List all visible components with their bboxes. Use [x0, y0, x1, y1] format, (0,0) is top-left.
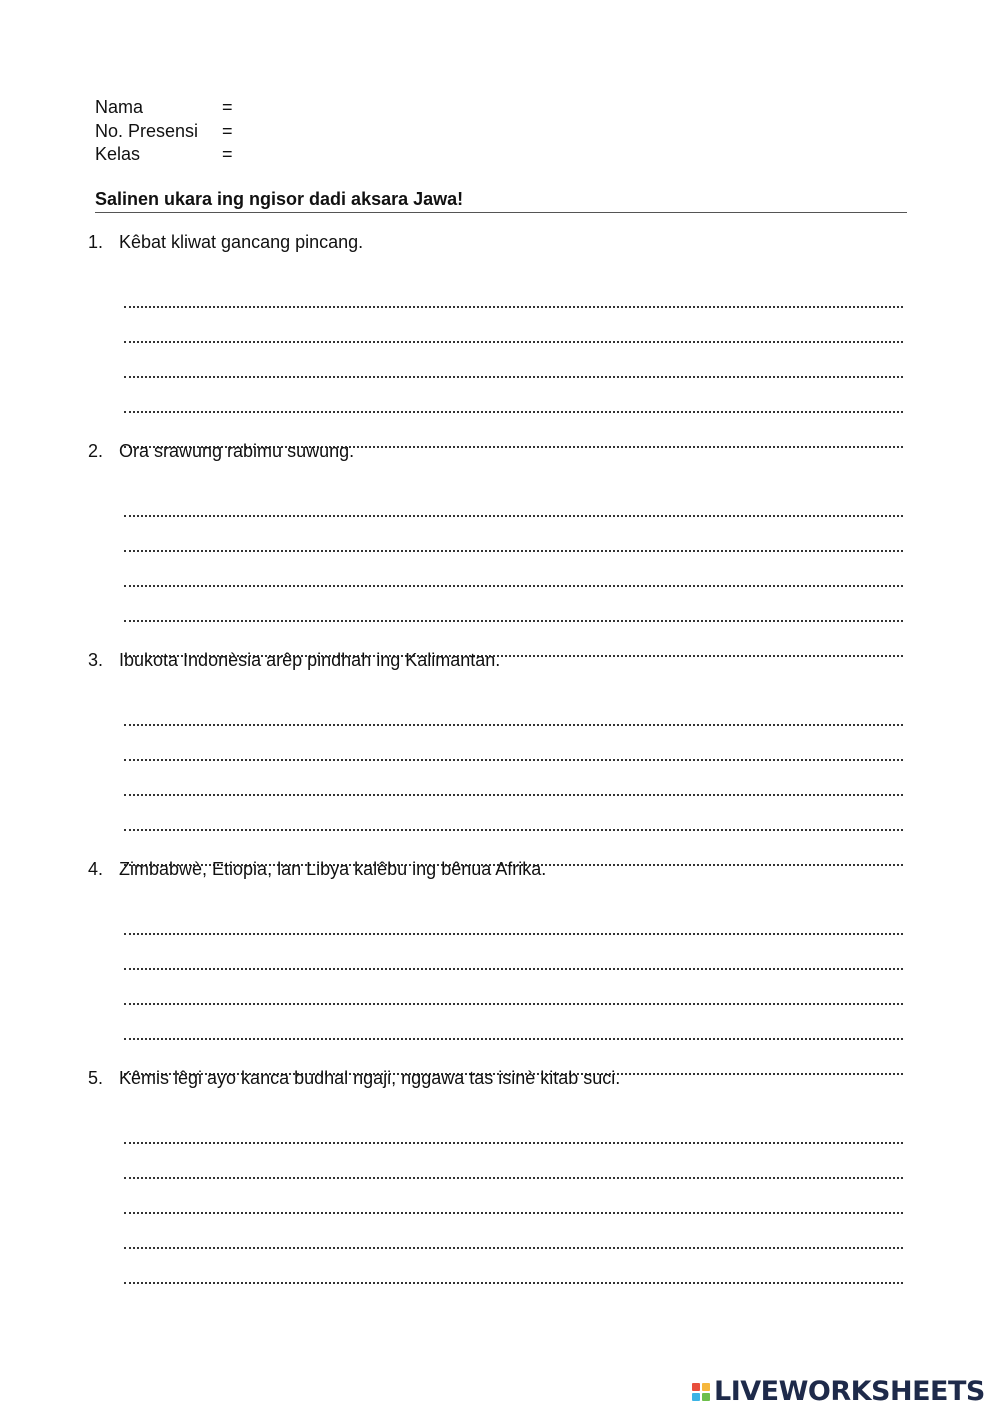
- answer-line[interactable]: [124, 970, 903, 1005]
- answer-line[interactable]: [124, 308, 903, 343]
- liveworksheets-logo-text: LIVEWORKSHEETS: [714, 1376, 985, 1407]
- question-item: [88, 1066, 904, 1275]
- answer-line[interactable]: [124, 378, 903, 413]
- answer-line[interactable]: [124, 1214, 903, 1249]
- answer-line[interactable]: [124, 796, 903, 831]
- attendance-number-label: No. Presensi: [95, 120, 199, 141]
- answer-line[interactable]: [124, 761, 903, 796]
- question-text: Kêbat kliwat gancang pincang.: [119, 232, 364, 252]
- name-field-row: [95, 96, 233, 120]
- question-text: Zimbabwè, Etiopia, lan Libya kalêbu ing bênua Afrika.: [119, 859, 547, 879]
- question-list: [88, 230, 904, 1275]
- question-item: [88, 648, 904, 857]
- answer-line[interactable]: [124, 262, 903, 308]
- question-number: 3.: [88, 650, 104, 670]
- attendance-number-field-row: [95, 120, 233, 144]
- logo-square-red: [692, 1383, 700, 1391]
- class-field-row: [95, 143, 233, 167]
- name-label: Nama: [95, 97, 144, 117]
- answer-area[interactable]: [124, 889, 904, 1075]
- question-text: Ora srawung rabimu suwung.: [119, 441, 355, 461]
- question-number: 5.: [88, 1068, 104, 1088]
- question-number: 2.: [88, 441, 104, 461]
- attendance-number-separator: =: [222, 120, 233, 141]
- question-number: 1.: [88, 232, 104, 252]
- answer-line[interactable]: [124, 1005, 903, 1040]
- answer-line[interactable]: [124, 680, 903, 726]
- logo-square-green: [702, 1393, 710, 1401]
- question-item: [88, 857, 904, 1066]
- liveworksheets-logo-icon: [692, 1383, 710, 1401]
- answer-area[interactable]: [124, 262, 904, 448]
- answer-line[interactable]: [124, 889, 903, 935]
- logo-square-yellow: [702, 1383, 710, 1391]
- name-separator: =: [222, 97, 233, 117]
- question-text: Ibukota Indonèsia arêp pindhah ing Kalimantan.: [119, 650, 501, 670]
- answer-line[interactable]: [124, 343, 903, 378]
- student-info-fields: [95, 96, 233, 167]
- answer-line[interactable]: [124, 471, 903, 517]
- answer-line[interactable]: [124, 1179, 903, 1214]
- class-separator: =: [222, 144, 233, 164]
- answer-line[interactable]: [124, 935, 903, 970]
- question-number: 4.: [88, 859, 104, 879]
- answer-area[interactable]: [124, 680, 904, 866]
- answer-line[interactable]: [124, 726, 903, 761]
- question-text: Kêmis lêgi ayo kanca budhal ngaji, nggawa tas isinè kitab suci.: [119, 1068, 621, 1088]
- answer-line[interactable]: [124, 552, 903, 587]
- answer-line[interactable]: [124, 1098, 903, 1144]
- liveworksheets-logo: [692, 1376, 985, 1407]
- question-item: [88, 439, 904, 648]
- question-item: [88, 230, 904, 439]
- answer-line[interactable]: [124, 517, 903, 552]
- answer-line[interactable]: [124, 1144, 903, 1179]
- answer-area[interactable]: [124, 471, 904, 657]
- answer-area[interactable]: [124, 1098, 904, 1284]
- instruction-heading: Salinen ukara ing ngisor dadi aksara Jawa!: [95, 189, 907, 213]
- answer-line[interactable]: [124, 1249, 903, 1284]
- class-label: Kelas: [95, 144, 141, 164]
- answer-line[interactable]: [124, 587, 903, 622]
- logo-square-blue: [692, 1393, 700, 1401]
